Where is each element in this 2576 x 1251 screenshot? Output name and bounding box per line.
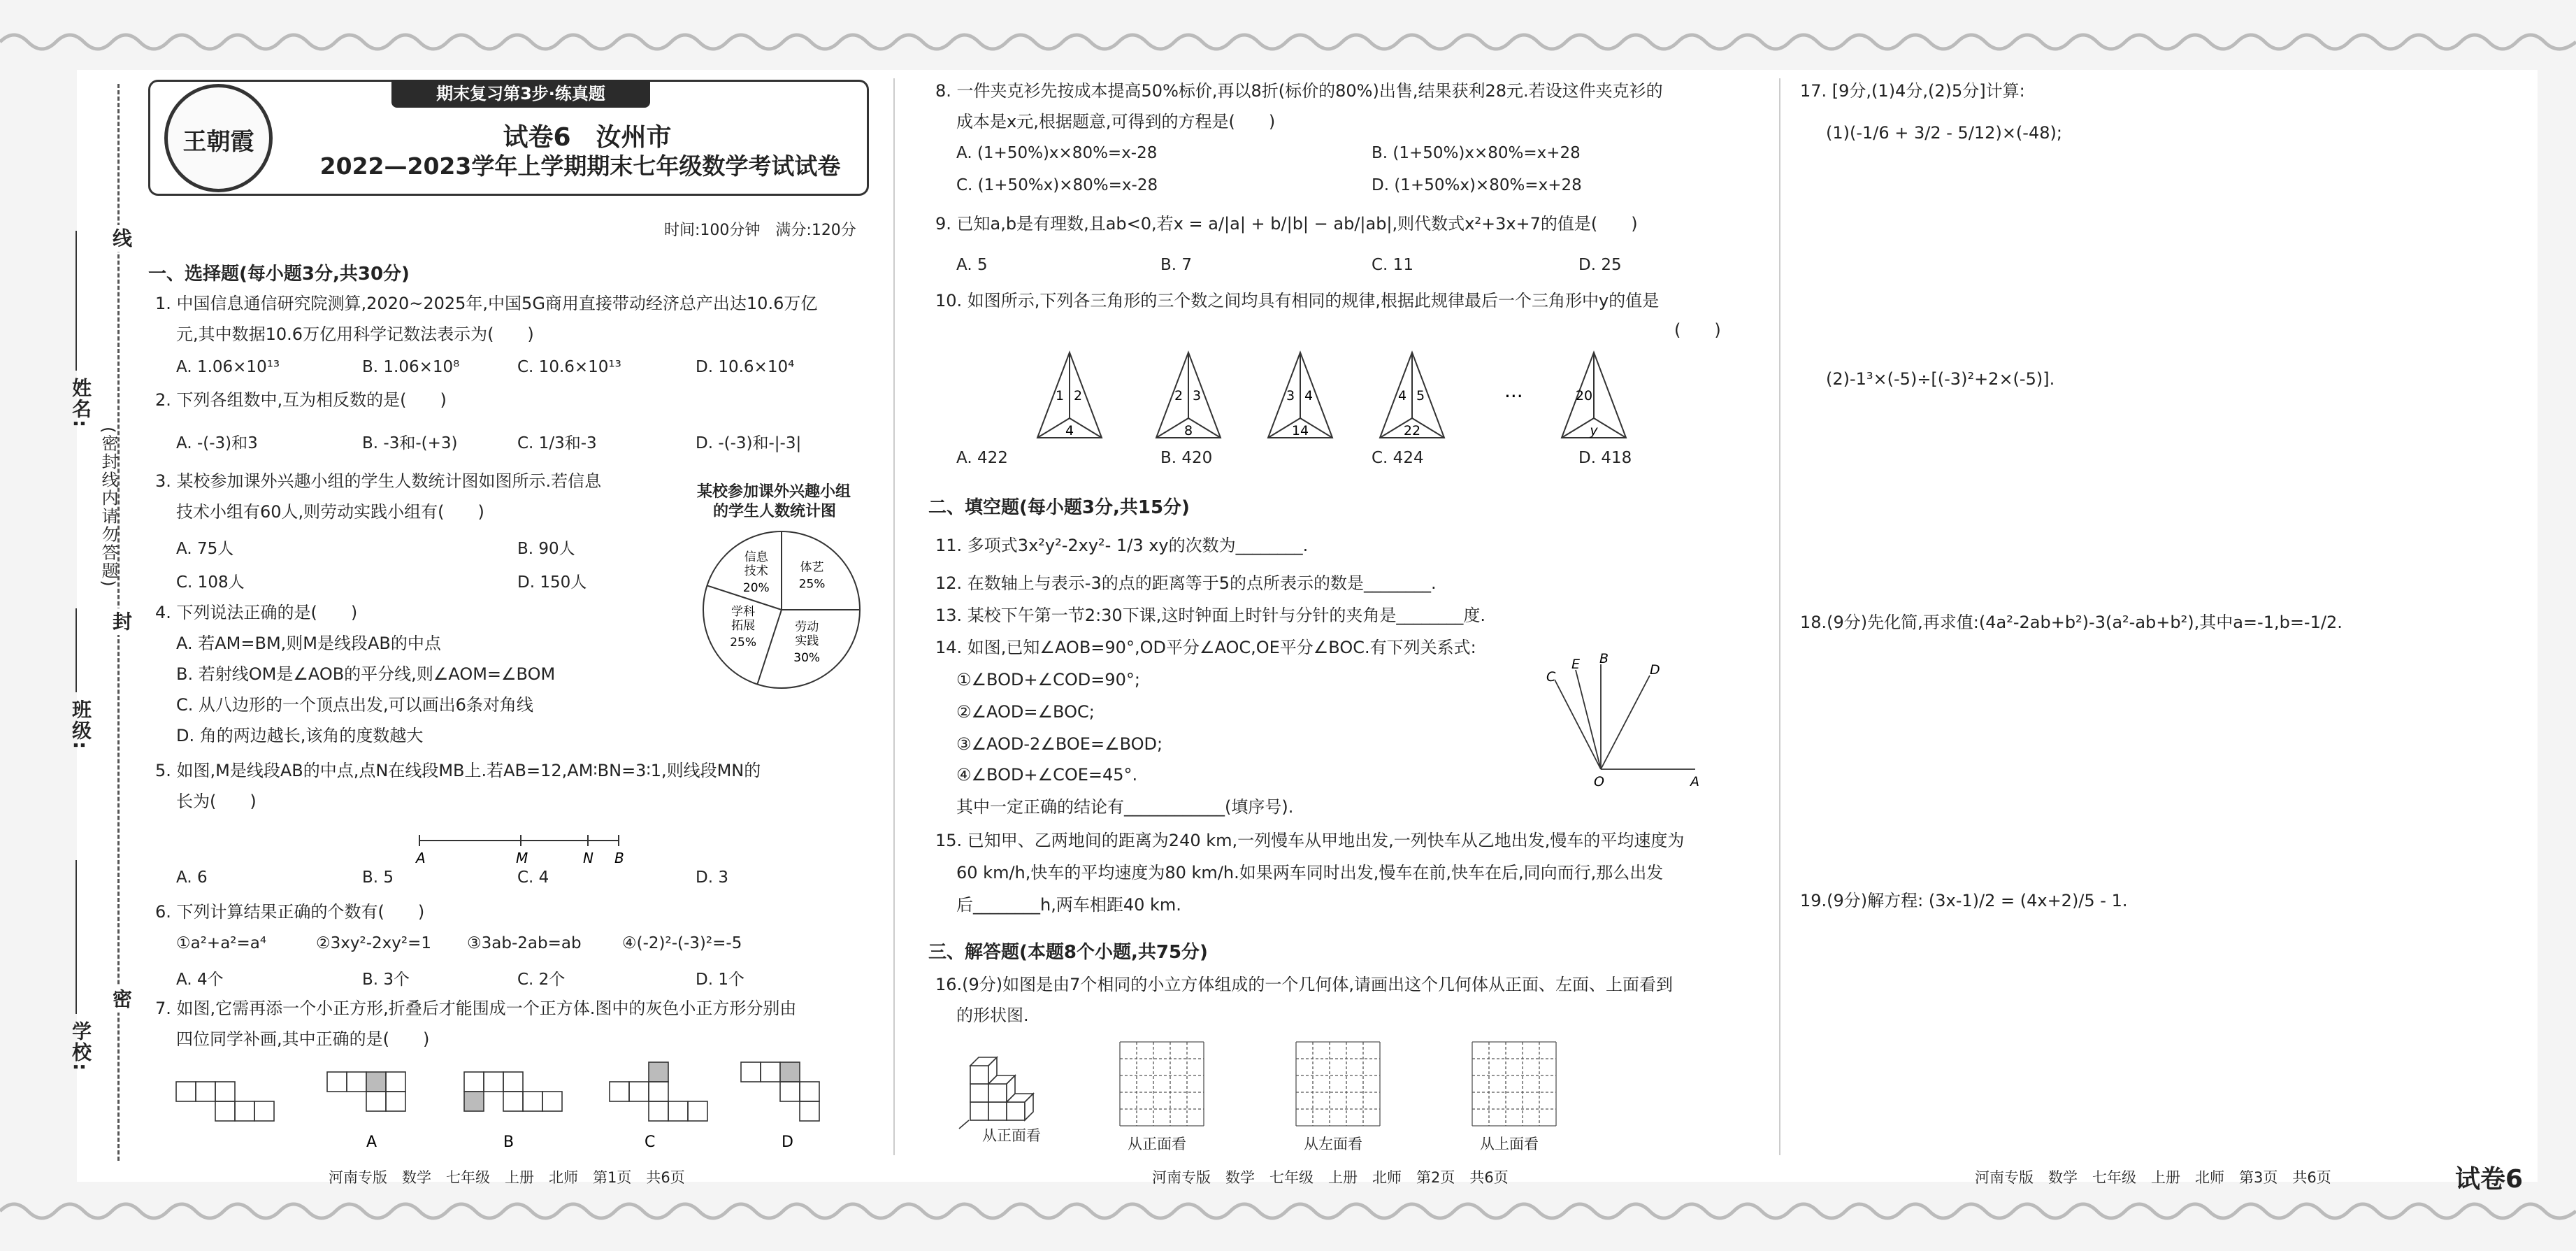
q7-label-d: D <box>782 1134 793 1151</box>
q3-text-b: 技术小组有60人,则劳动实践小组有( ) <box>176 502 484 522</box>
pie-slice-pct-0: 20% <box>742 581 770 596</box>
q3-opt-d: D. 150人 <box>517 573 587 592</box>
q3-opt-b: B. 90人 <box>517 540 575 558</box>
q5-text: 5. 如图,M是线段AB的中点,点N在线段MB上.若AB=12,AM∶BN=3∶1,则线段MN的 <box>155 761 761 780</box>
q2-text: 2. 下列各组数中,互为相反数的是( ) <box>155 390 447 410</box>
q10-triangle-3-value-0: 4 <box>1397 388 1407 403</box>
q7-text-b: 四位同学补画,其中正确的是( ) <box>176 1029 430 1049</box>
binding-sidebar <box>0 0 161 1251</box>
q10-opt-c: C. 424 <box>1372 449 1424 467</box>
q9-opt-b: B. 7 <box>1160 256 1193 274</box>
q16-text: 16.(9分)如图是由7个相同的小立方体组成的一个几何体,请画出这个几何体从正面、左面、上面看到 <box>935 975 1674 994</box>
q16-grid-top <box>1469 1039 1559 1129</box>
q8-text-b: 成本是x元,根据题意,可得到的方程是( ) <box>956 112 1276 131</box>
pie-slice-label-2: 实践 <box>795 634 819 648</box>
q14-pt-o: O <box>1594 774 1604 789</box>
q16-cubes-figure <box>956 1035 1054 1133</box>
column-separator-1 <box>893 78 895 1155</box>
q14-item-1: ①∠BOD+∠COD=90°; <box>956 670 1140 689</box>
q5-opt-b: B. 5 <box>362 868 394 887</box>
q5-point-n: N <box>583 850 593 866</box>
q16-grid-left <box>1293 1039 1383 1129</box>
q14-angle-figure <box>1545 650 1706 790</box>
bottom-wavy-border <box>0 1197 2576 1225</box>
q10-triangle-3-value-2: 22 <box>1403 423 1421 438</box>
column-separator-2 <box>1779 78 1780 1155</box>
seal-mark-seal: 封 <box>107 608 135 635</box>
q10-triangle-0-inner-line <box>1070 418 1102 438</box>
class-line <box>75 608 77 692</box>
top-wavy-border <box>0 28 2576 56</box>
pie-slice-label-2: 劳动 <box>795 620 819 634</box>
q1-opt-a: A. 1.06×10¹³ <box>176 358 280 376</box>
section2-title: 二、填空题(每小题3分,共15分) <box>928 497 1190 518</box>
q10-triangle-2-value-0: 3 <box>1286 388 1295 403</box>
q14-text: 14. 如图,已知∠AOB=90°,OD平分∠AOC,OE平分∠BOC.有下列关系式: <box>935 638 1476 657</box>
q4-opt-c: C. 从八边形的一个顶点出发,可以画出6条对角线 <box>176 695 533 715</box>
q8-opt-b: B. (1+50%)x×80%=x+28 <box>1372 144 1581 162</box>
q15-text-b: 60 km/h,快车的平均速度为80 km/h.如果两车同时出发,慢车在前,快车在后,同向而行,那么出发 <box>956 863 1664 882</box>
q6-item-2: ②3xy²-2xy²=1 <box>316 934 431 952</box>
q12-text: 12. 在数轴上与表示-3的点的距离等于5的点所表示的数是________. <box>935 573 1437 593</box>
q1-text-b: 元,其中数据10.6万亿用科学记数法表示为( ) <box>176 324 534 344</box>
q4-opt-a: A. 若AM=BM,则M是线段AB的中点 <box>176 634 441 653</box>
school-line <box>75 860 77 1014</box>
q10-opt-d: D. 418 <box>1578 449 1632 467</box>
q10-triangle-0-value-2: 4 <box>1065 423 1074 438</box>
q8-opt-a: A. (1+50%)x×80%=x-28 <box>956 144 1158 162</box>
q4-opt-b: B. 若射线OM是∠AOB的平分线,则∠AOM=∠BOM <box>176 664 556 684</box>
q5-text-b: 长为( ) <box>176 792 257 811</box>
q10-triangle-0-value-1: 2 <box>1073 388 1083 403</box>
q2-opt-b: B. -3和-(+3) <box>362 434 458 452</box>
q10-opt-a: A. 422 <box>956 449 1008 467</box>
q16-label-top: 从上面看 <box>1480 1136 1539 1152</box>
q14-pt-a: A <box>1690 774 1699 789</box>
q19-text: 19.(9分)解方程: (3x-1)/2 = (4x+2)/5 - 1. <box>1800 891 2128 910</box>
q1-opt-c: C. 10.6×10¹³ <box>517 358 621 376</box>
q10-triangle-2-value-1: 4 <box>1304 388 1314 403</box>
q10-triangle-4-inner-line <box>1562 418 1594 438</box>
pie-title-1: 某校参加课外兴趣小组 <box>697 483 851 501</box>
seal-mark-line: 线 <box>107 225 135 252</box>
pie-slice-label-0: 技术 <box>744 564 768 579</box>
q18-text: 18.(9分)先化简,再求值:(4a²-2ab+b²)-3(a²-ab+b²),其中a=-1,b=-1/2. <box>1800 613 2343 632</box>
exam-meta: 时间:100分钟 满分:120分 <box>664 222 856 239</box>
footer-page-1: 河南专版 数学 七年级 上册 北师 第1页 共6页 <box>329 1169 685 1186</box>
pie-title-2: 的学生人数统计图 <box>713 503 837 520</box>
q1-opt-d: D. 10.6×10⁴ <box>696 358 795 376</box>
q6-item-3: ③3ab-2ab=ab <box>467 934 582 952</box>
q7-label-b: B <box>503 1134 515 1151</box>
pie-slice-label-3: 拓展 <box>731 618 756 633</box>
q14-pt-d: D <box>1650 662 1660 678</box>
q10-triangle-4-value-0: 20 <box>1575 388 1593 403</box>
q10-triangle-1-value-1: 3 <box>1192 388 1202 403</box>
q14-pt-e: E <box>1571 657 1581 672</box>
pie-slice-label-3: 学科 <box>731 604 756 619</box>
header-ribbon: 期末复习第3步·练真题 <box>391 80 650 108</box>
q15-text-c: 后________h,两车相距40 km. <box>956 895 1181 915</box>
q17-part-2: (2)-1³×(-5)÷[(-3)²+2×(-5)]. <box>1826 369 2055 389</box>
q7-text: 7. 如图,它需再添一个小正方形,折叠后才能围成一个正方体.图中的灰色小正方形分别由 <box>155 999 797 1018</box>
q16-text-b: 的形状图. <box>956 1006 1029 1025</box>
q9-opt-c: C. 11 <box>1372 256 1413 274</box>
exam-subtitle: 2022—2023学年上学期期末七年级数学考试试卷 <box>319 152 841 180</box>
q10-dots: ··· <box>1504 385 1523 408</box>
q14-conclusion: 其中一定正确的结论有____________(填序号). <box>956 797 1294 817</box>
q16-label-left: 从左面看 <box>1304 1136 1362 1152</box>
q10-triangle-1-inner-line <box>1188 418 1221 438</box>
q14-item-4: ④∠BOD+∠COE=45°. <box>956 765 1138 785</box>
q15-text: 15. 已知甲、乙两地间的距离为240 km,一列慢车从甲地出发,一列快车从乙地出发,慢车的平均速度为 <box>935 831 1685 850</box>
q6-opt-d: D. 1个 <box>696 971 744 989</box>
q5-opt-a: A. 6 <box>176 868 208 887</box>
q10-triangle-0-value-0: 1 <box>1055 388 1065 403</box>
q10-triangle-4-inner-line <box>1594 418 1626 438</box>
pie-slice-pct-3: 25% <box>730 635 757 650</box>
seal-mark-secret: 密 <box>107 986 135 1013</box>
q14-pt-c: C <box>1546 669 1556 685</box>
q1-text: 1. 中国信息通信研究院测算,2020~2025年,中国5G商用直接带动经济总产出达10.6万亿 <box>155 294 818 313</box>
q9-opt-d: D. 25 <box>1578 256 1622 274</box>
q2-opt-c: C. 1/3和-3 <box>517 434 597 452</box>
q10-triangle-2-value-2: 14 <box>1291 423 1309 438</box>
logo-text: 王朝霞 <box>182 128 254 156</box>
q6-opt-c: C. 2个 <box>517 971 566 989</box>
q11-text: 11. 多项式3x²y²-2xy²- 1/3 xy的次数为________. <box>935 536 1309 555</box>
q17-text: 17. [9分,(1)4分,(2)5分]计算: <box>1800 81 2025 101</box>
footer-page-3: 河南专版 数学 七年级 上册 北师 第3页 共6页 <box>1975 1169 2331 1186</box>
q14-pt-b: B <box>1599 651 1609 666</box>
footer-page-2: 河南专版 数学 七年级 上册 北师 第2页 共6页 <box>1152 1169 1509 1186</box>
q10-opt-b: B. 420 <box>1160 449 1213 467</box>
q3-opt-a: A. 75人 <box>176 540 234 558</box>
q3-opt-c: C. 108人 <box>176 573 245 592</box>
q10-triangle-1-value-2: 8 <box>1183 423 1193 438</box>
q6-item-1: ①a²+a²=a⁴ <box>176 934 267 952</box>
q6-opt-b: B. 3个 <box>362 971 410 989</box>
q7-label-a: A <box>366 1134 377 1151</box>
q2-opt-a: A. -(-3)和3 <box>176 434 258 452</box>
q4-opt-d: D. 角的两边越长,该角的度数越大 <box>176 726 424 745</box>
q5-opt-c: C. 4 <box>517 868 549 887</box>
pie-slice-label-0: 信息 <box>744 550 768 565</box>
q9-text: 9. 已知a,b是有理数,且ab<0,若x = a/|a| + b/|b| − ab/|ab|,则代数式x²+3x+7的值是( ) <box>935 214 1638 234</box>
pie-slice-pct-2: 30% <box>793 650 821 665</box>
q8-opt-c: C. (1+50%x)×80%=x-28 <box>956 176 1158 194</box>
pie-slice-pct-1: 25% <box>798 577 826 592</box>
school-label: 学校: <box>69 1021 92 1073</box>
section3-title: 三、解答题(本题8个小题,共75分) <box>928 942 1208 963</box>
q16-grid-front <box>1117 1039 1207 1129</box>
brand-logo <box>164 84 273 192</box>
q10-triangle-3-value-1: 5 <box>1416 388 1425 403</box>
seal-notice: (密封线内请勿答题) <box>99 427 118 588</box>
name-label: 姓名: <box>69 378 92 429</box>
section1-title: 一、选择题(每小题3分,共30分) <box>148 264 410 285</box>
q3-text: 3. 某校参加课外兴趣小组的学生人数统计图如图所示.若信息 <box>155 471 602 491</box>
q14-item-2: ②∠AOD=∠BOC; <box>956 702 1095 722</box>
q5-point-m: M <box>516 850 528 866</box>
q10-text-b: ( ) <box>1674 320 1721 340</box>
q6-item-4: ④(-2)²-(-3)²=-5 <box>622 934 742 952</box>
q8-text: 8. 一件夹克衫先按成本提高50%标价,再以8折(标价的80%)出售,结果获利28元.若设这件夹克衫的 <box>935 81 1663 101</box>
q6-text: 6. 下列计算结果正确的个数有( ) <box>155 902 425 922</box>
q7-nets-figure <box>168 1059 860 1157</box>
name-line <box>75 231 77 371</box>
pie-slice-label-1: 体艺 <box>800 560 824 575</box>
q5-opt-d: D. 3 <box>696 868 728 887</box>
q5-segment-figure <box>409 825 633 867</box>
q10-triangle-4-value-2: y <box>1590 423 1598 438</box>
pie-chart <box>698 526 865 694</box>
q6-opt-a: A. 4个 <box>176 971 224 989</box>
q5-point-a: A <box>416 850 426 866</box>
q1-opt-b: B. 1.06×10⁸ <box>362 358 460 376</box>
q13-text: 13. 某校下午第一节2:30下课,这时钟面上时针与分针的夹角是________度. <box>935 606 1485 625</box>
q16-label-front-arrow: 从正面看 <box>982 1127 1041 1144</box>
q2-opt-d: D. -(-3)和-|-3| <box>696 434 802 452</box>
q10-text: 10. 如图所示,下列各三角形的三个数之间均具有相同的规律,根据此规律最后一个三角形中y的值是 <box>935 291 1660 310</box>
q8-opt-d: D. (1+50%x)×80%=x+28 <box>1372 176 1582 194</box>
q17-part-1: (1)(-1/6 + 3/2 - 5/12)×(-48); <box>1826 123 2062 143</box>
exam-title: 试卷6 汝州市 <box>503 123 672 152</box>
paper-tag: 试卷6 <box>2455 1165 2524 1194</box>
q9-opt-a: A. 5 <box>956 256 988 274</box>
class-label: 班级: <box>69 699 92 751</box>
q16-label-front: 从正面看 <box>1128 1136 1186 1152</box>
q5-point-b: B <box>614 850 624 866</box>
q7-label-c: C <box>645 1134 656 1151</box>
q10-triangles-figure <box>1021 348 1671 446</box>
q14-item-3: ③∠AOD-2∠BOE=∠BOD; <box>956 734 1163 754</box>
q10-triangle-1-value-0: 2 <box>1174 388 1183 403</box>
q4-text: 4. 下列说法正确的是( ) <box>155 603 358 622</box>
